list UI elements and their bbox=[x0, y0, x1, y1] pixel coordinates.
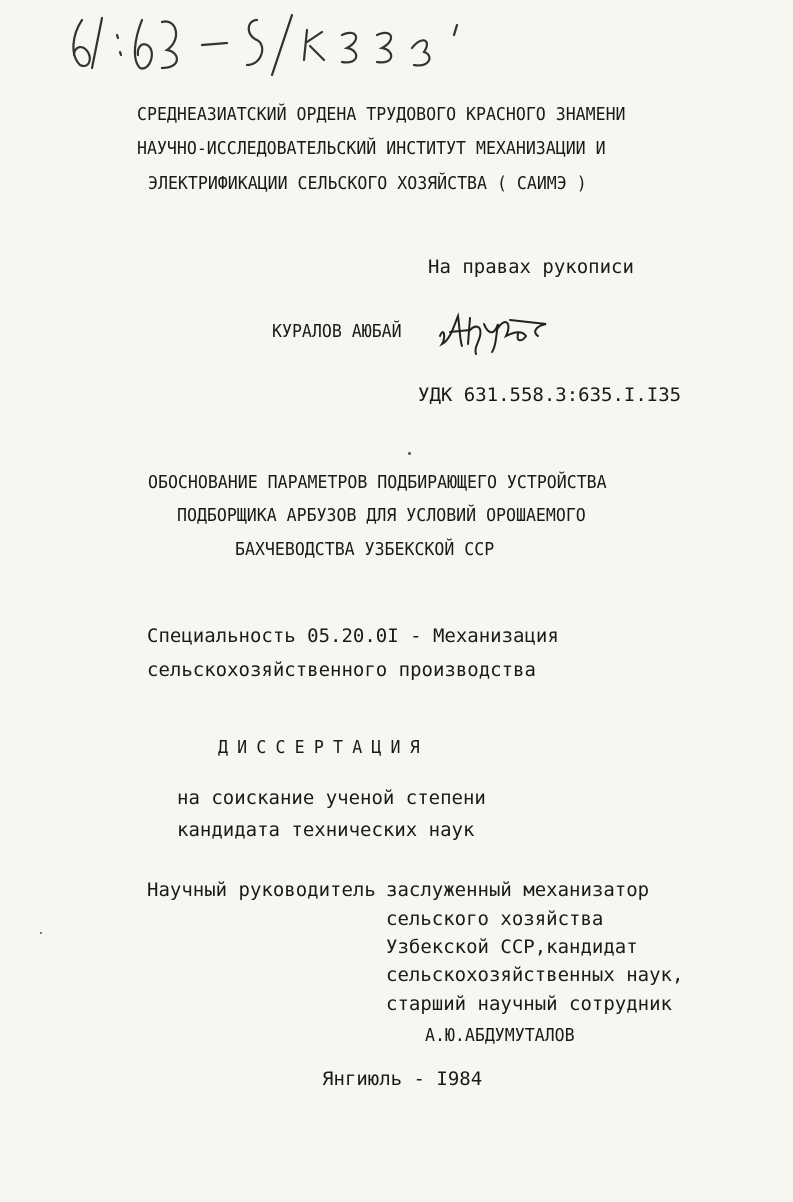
author-name: КУРАЛОВ АЮБАЙ bbox=[272, 321, 402, 342]
degree-line-1: на соискание ученой степени bbox=[177, 787, 486, 809]
header-line-2: НАУЧНО-ИССЛЕДОВАТЕЛЬСКИЙ ИНСТИТУТ МЕХАНИЗАЦИИ И bbox=[137, 138, 606, 159]
title-line-2: ПОДБОРЩИКА АРБУЗОВ ДЛЯ УСЛОВИЙ ОРОШАЕМОГО bbox=[177, 505, 586, 526]
header-line-3: ЭЛЕКТРИФИКАЦИИ СЕЛЬСКОГО ХОЗЯЙСТВА ( САИМЭ ) bbox=[148, 173, 587, 194]
supervisor-label: Научный руководитель - bbox=[147, 879, 399, 901]
title-line-3: БАХЧЕВОДСТВА УЗБЕКСКОЙ ССР bbox=[235, 539, 495, 560]
author-signature bbox=[436, 296, 556, 356]
supervisor-line-3: Узбекской ССР,кандидат bbox=[386, 936, 638, 958]
manuscript-note: На правах рукописи bbox=[428, 256, 634, 278]
speck bbox=[408, 452, 411, 455]
udc-code: УДК 631.558.3:635.I.I35 bbox=[418, 384, 682, 406]
supervisor-name: А.Ю.АБДУМУТАЛОВ bbox=[425, 1025, 575, 1046]
supervisor-line-4: сельскохозяйственных наук, bbox=[386, 964, 684, 986]
title-line-1: ОБОСНОВАНИЕ ПАРАМЕТРОВ ПОДБИРАЮЩЕГО УСТРОЙСТВА bbox=[148, 472, 607, 493]
degree-line-2: кандидата технических наук bbox=[177, 819, 475, 841]
handwritten-number bbox=[62, 10, 502, 80]
document-type: ДИССЕРТАЦИЯ bbox=[218, 737, 429, 758]
speck bbox=[40, 932, 42, 934]
specialty-line-2: сельскохозяйственного производства bbox=[147, 659, 536, 681]
supervisor-line-5: старший научный сотрудник bbox=[386, 993, 672, 1015]
specialty-line-1: Специальность 05.20.0I - Механизация bbox=[147, 625, 559, 647]
header-line-1: СРЕДНЕАЗИАТСКИЙ ОРДЕНА ТРУДОВОГО КРАСНОГО ЗНАМЕНИ bbox=[137, 104, 626, 125]
supervisor-line-1: заслуженный механизатор bbox=[386, 879, 650, 901]
supervisor-line-2: сельского хозяйства bbox=[386, 908, 604, 930]
place-year: Янгиюль - I984 bbox=[322, 1068, 483, 1090]
